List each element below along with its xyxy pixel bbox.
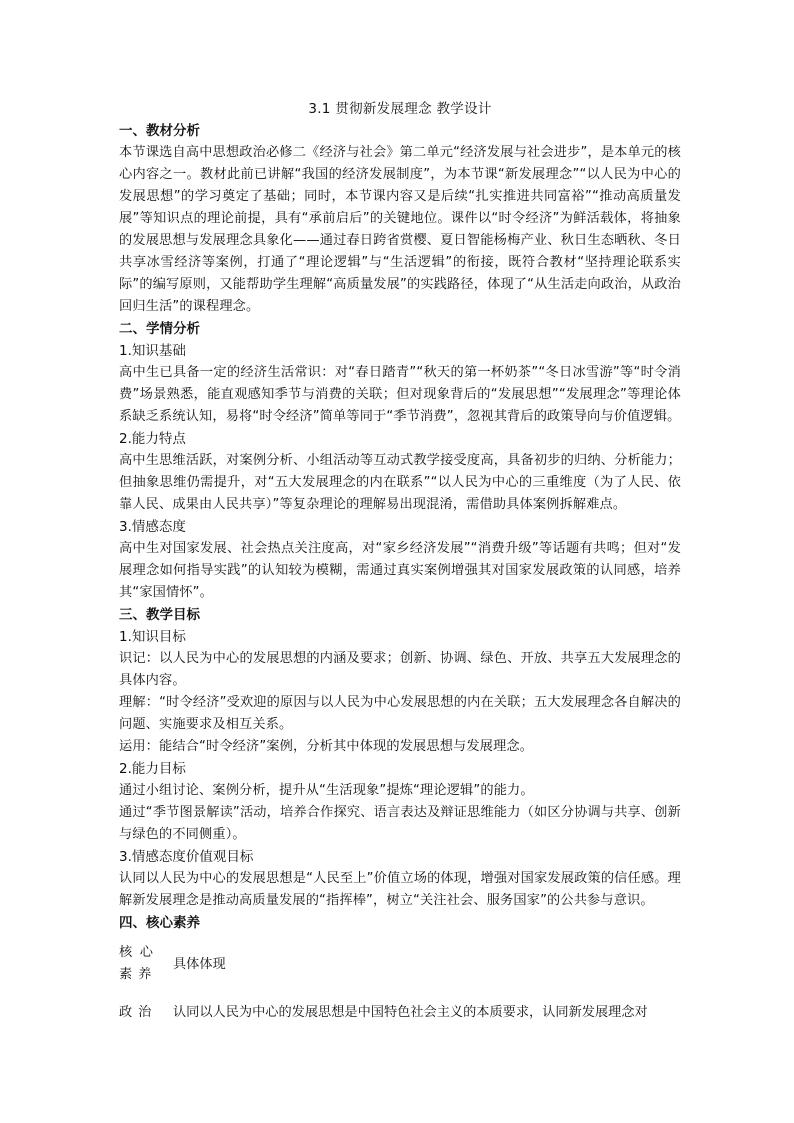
core-literacy-table [119, 942, 648, 1024]
values-objective-paragraph: 认同以人民为中心的发展思想是“人民至上”价值立场的体现，增强对国家发展政策的信任感。理解新发展理念是推动高质量发展的“指挥棒”，树立“关注社会、服务国家”的公共参与意识。 [119, 871, 681, 908]
objective-apply: 运用：能结合“时令经济”案例，分析其中体现的发展思想与发展理念。 [119, 739, 534, 754]
material-analysis-paragraph: 本节课选自高中思想政治必修二《经济与社会》第二单元“经济发展与社会进步”，是本单元的核心内容之一。教材此前已讲解“我国的经济发展制度”，为本节课“新发展理念”“以人民为中心的发展思想”的学习奠定了基础；同时，本节课内容又是后续“扎实推进共同富裕”“推动高质量发展”等知识点的理论前提，具有“承前启后”的关键地位。课件以“时令经济”为鲜活载体，将抽象的发展思想与发展理念具象化——通过春日跨省赏樱、夏日智能杨梅产业、秋日生态晒秋、冬日共享冰雪经济等案例，打通了“理论逻辑”与“生活逻辑”的衔接，既符合教材“坚持理论联系实际”的编写原则，又能帮助学生理解“高质量发展”的实践路径，体现了“从生活走向政治，从政治回归生活”的课程理念。 [119, 145, 681, 314]
table-header-row [119, 942, 648, 986]
subheading-attitude: 3.情感态度 [119, 519, 186, 535]
objective-understand: 理解：“时令经济”受欢迎的原因与以人民为中心发展思想的内在关联；五大发展理念各自解决的问题、实施要求及相互关系。 [119, 695, 681, 732]
table-header-embodiment: 具体体现 [173, 957, 226, 972]
table-header-literacy: 核心素养 [119, 945, 159, 982]
subheading-knowledge-base: 1.知识基础 [119, 343, 186, 359]
ability-objective-1: 通过小组讨论、案例分析，提升从“生活现象”提炼“理论逻辑”的能力。 [119, 783, 534, 798]
ability-paragraph: 高中生思维活跃，对案例分析、小组活动等互动式教学接受度高，具备初步的归纳、分析能力；但抽象思维仍需提升，对“五大发展理念的内在联系”“以人民为中心的三重维度（为了人民、依靠人民、成果由人民共享）”等复杂理论的理解易出现混淆，需借助具体案例拆解难点。 [119, 453, 681, 512]
section-heading-students: 二、学情分析 [119, 321, 200, 337]
knowledge-base-paragraph: 高中生已具备一定的经济生活常识：对“春日踏青”“秋天的第一杯奶茶”“冬日冰雪游”等“时令消费”场景熟悉，能直观感知季节与消费的关联；但对现象背后的“发展思想”“发展理念”等理论体系缺乏系统认知，易将“时令经济”简单等同于“季节消费”，忽视其背后的政策导向与价值逻辑。 [119, 365, 681, 424]
table-row [119, 986, 648, 1024]
objective-recall: 识记：以人民为中心的发展思想的内涵及要求；创新、协调、绿色、开放、共享五大发展理念的具体内容。 [119, 651, 681, 688]
subheading-ability: 2.能力特点 [119, 431, 186, 447]
section-heading-material: 一、教材分析 [119, 123, 200, 139]
subheading-ability-objective: 2.能力目标 [119, 761, 186, 777]
section-heading-core-literacy: 四、核心素养 [119, 915, 200, 931]
section-heading-objectives: 三、教学目标 [119, 607, 200, 623]
table-cell-literacy: 政治 [119, 1005, 158, 1020]
table-cell-embodiment: 认同以人民为中心的发展思想是中国特色社会主义的本质要求，认同新发展理念对 [173, 1005, 648, 1020]
ability-objective-2: 通过“季节图景解读”活动，培养合作探究、语言表达及辩证思维能力（如区分协调与共享、创新与绿色的不同侧重）。 [119, 805, 681, 842]
attitude-paragraph: 高中生对国家发展、社会热点关注度高，对“家乡经济发展”“消费升级”等话题有共鸣；但对“发展理念如何指导实践”的认知较为模糊，需通过真实案例增强其对国家发展政策的认同感，培养其“家国情怀”。 [119, 541, 681, 600]
subheading-knowledge-objective: 1.知识目标 [119, 629, 186, 645]
subheading-values-objective: 3.情感态度价值观目标 [119, 849, 254, 865]
document-title: 3.1 贯彻新发展理念 教学设计 [308, 101, 492, 117]
document-page [119, 98, 681, 1024]
